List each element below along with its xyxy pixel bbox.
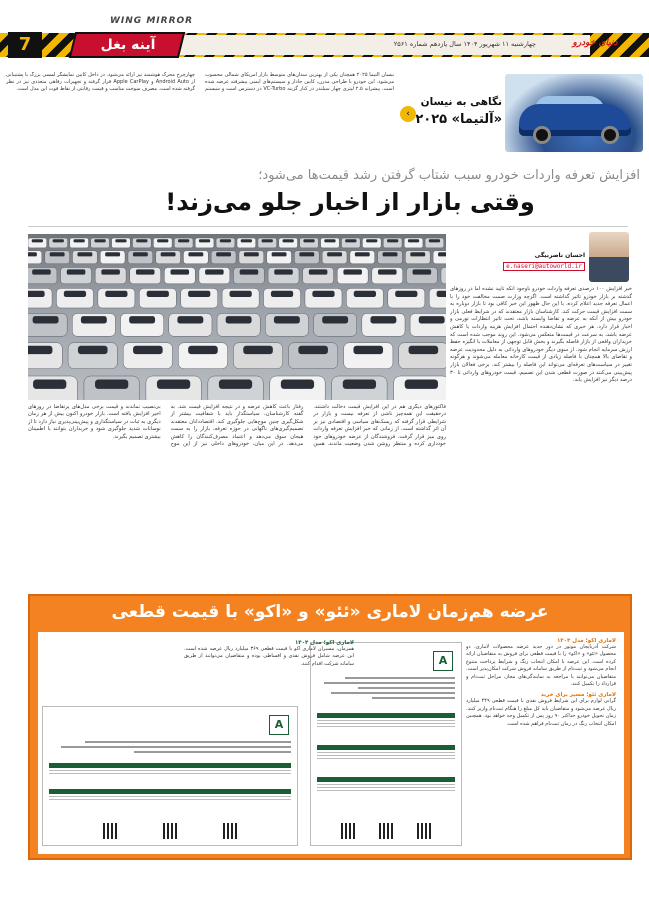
parked-car <box>199 267 230 283</box>
divider <box>28 226 628 227</box>
parked-car <box>146 376 201 400</box>
ad-text-column <box>466 638 616 850</box>
parked-car <box>362 238 381 248</box>
lamari-logo: A <box>269 715 289 735</box>
parked-car <box>72 313 115 336</box>
parked-car <box>372 267 403 283</box>
parked-car <box>321 238 340 248</box>
ad-subheading: لاماری ئئو؛ مسیر برای خرید <box>540 692 616 699</box>
doc-text-lines <box>49 741 291 756</box>
parked-car <box>216 238 235 248</box>
parked-car <box>164 267 195 283</box>
parked-car <box>49 238 68 248</box>
parked-car <box>258 238 277 248</box>
qr-code-icon[interactable] <box>341 823 357 839</box>
teaser-body: نیسان آلتیما ۲۰۲۵ همچنان یکی از بهترین سدان‌های متوسط بازار آمریکای شمالی محسوب می‌شود. این خودرو با طراحی مدرن، کابین جادار و سیستم‌های ایمنی پیشرفته عرضه شده است. پیشرانه ۲.۵ لیتری چهار سیلندر در کنار گزینه VC-Turbo در دسترس است و سیستم چهارچرخ محرک هوشمند نیز ارائه می‌شود. در داخل کابین نمایشگر لمسی بزرگ با پشتیبانی از Android Auto و Apple CarPlay قرار گرفته و تجهیزات رفاهی متعددی نیز در نظر گرفته شده است. مصرف سوخت مناسب و قیمت رقابتی از نقاط قوت این مدل است. <box>6 72 394 93</box>
qr-code-icon[interactable] <box>379 823 395 839</box>
parked-car <box>130 267 161 283</box>
parked-car <box>28 313 67 336</box>
parked-car <box>268 267 299 283</box>
author-box <box>506 232 633 282</box>
price-table <box>317 745 455 765</box>
parked-car <box>153 238 172 248</box>
qr-code-icon[interactable] <box>163 823 179 839</box>
parked-car <box>405 251 430 264</box>
parked-car <box>383 238 402 248</box>
price-document <box>42 706 298 846</box>
price-table <box>49 763 291 783</box>
article-column-lower: فاکتورهای دیگری هم در این افزایش قیمت دخالت داشتند. درحقیقت این همه‌چیز ناشی از تعرفه نیست و بازار در شرایطی قرار گرفته که ریسک‌های سیاسی و اقتصادی نیز بر آن اثر گذاشته است. از زمانی که خبر افزایش تعرفه واردات روی میز قرار گرفت، فروشندگان از عرضه خودروهای خود خودداری کرده و منتظر روشن شدن وضعیت ماندند. همین رفتار باعث کاهش عرضه و در نتیجه افزایش قیمت شد. به گفته کارشناسان، سیاستگذار باید با شفافیت بیشتر از شکل‌گیری چنین موج‌هایی جلوگیری کند. اقتصاددانان معتقدند تصمیم‌گیری‌های ناگهانی در حوزه تعرفه، بازار را به سمت هیجان سوق می‌دهد و اعتماد مصرف‌کنندگان را کاهش می‌دهد. در این میان، خودروهای داخلی نیز از این موج بی‌نصیب نماندند و قیمت برخی مدل‌های پرتقاضا در روزهای اخیر افزایش یافته است. بازار خودرو اکنون بیش از هر زمان دیگری به ثبات در سیاستگذاری و پیش‌بینی‌پذیری نیاز دارد تا از نوسانات شدید جلوگیری شود و خریداران بتوانند با اطمینان بیشتری تصمیم بگیرند. <box>28 404 446 448</box>
parked-car <box>123 343 172 369</box>
parked-car <box>362 313 405 336</box>
cars-lot-photo <box>28 234 446 400</box>
parked-car <box>100 251 125 264</box>
parked-car <box>128 251 153 264</box>
teaser-strip <box>0 62 649 162</box>
parked-car <box>441 267 446 283</box>
price-table <box>317 777 455 797</box>
parked-car <box>95 267 126 283</box>
cars-lot-graphic <box>28 234 446 400</box>
page-header <box>0 0 649 62</box>
parked-car <box>410 313 446 336</box>
wheel-icon <box>533 126 551 144</box>
parked-car <box>91 238 110 248</box>
qr-code-icon[interactable] <box>223 823 239 839</box>
parked-car <box>56 288 93 308</box>
brand-mark: WING MIRROR <box>110 16 194 26</box>
parked-car <box>211 251 236 264</box>
parked-car <box>279 238 298 248</box>
parked-car <box>322 251 347 264</box>
parked-car <box>425 238 444 248</box>
ad-subheading: لاماری اکو؛ مدل ۱۴۰۴ <box>556 638 616 644</box>
parked-car <box>265 313 308 336</box>
ad-mid-text <box>184 640 354 700</box>
author-name: احسان ناصربیگی <box>534 252 585 259</box>
parked-car <box>294 251 319 264</box>
paper-logo: دنیای خودرو <box>572 38 618 48</box>
parked-car <box>169 313 212 336</box>
author-email[interactable]: e.naseri@autoworld.ir <box>503 262 585 271</box>
parked-car <box>332 376 387 400</box>
parked-car <box>346 288 383 308</box>
parked-car <box>314 313 357 336</box>
parked-car <box>350 251 375 264</box>
issue-line: چهارشنبه ۱۱ شهریور ۱۴۰۴ سال یازدهم شماره ۲۵۶۱ <box>393 40 536 48</box>
teaser-line1: نگاهی به نیسان <box>420 96 502 108</box>
parked-car <box>264 288 301 308</box>
price-table <box>317 713 455 733</box>
lamari-logo: A <box>433 651 453 671</box>
parked-car <box>28 238 47 248</box>
parked-car <box>98 288 135 308</box>
parked-car <box>289 343 338 369</box>
parked-car <box>195 238 214 248</box>
ad-title-bar <box>110 596 550 630</box>
ad-paragraph: شرکت آذربایجان موتور در دور جدید عرضه محصولات لاماری، دو محصول «ئئو» و «اکو» را با قیمت قطعی برای فروش به متقاضیان ارائه کرده است. این عرضه با امکان انتخاب رنگ و شرایط پرداخت متنوع انجام می‌شود و ثبت‌نام از طریق سامانه فروش شرکت امکان‌پذیر است. متقاضیان می‌توانند با مراجعه به نمایندگی‌های مجاز، مراحل ثبت‌نام و قرارداد را تکمیل کنند. <box>466 644 616 688</box>
parked-car <box>139 288 176 308</box>
parked-car <box>112 238 131 248</box>
parked-car <box>181 288 218 308</box>
parked-car <box>70 238 89 248</box>
avatar <box>589 232 629 282</box>
car-image <box>505 74 643 152</box>
parked-car <box>378 251 403 264</box>
ad-paragraph: گرانی لوازم برای این شرایط فروش نقدی با قیمت قطعی ۴۴۹ میلیارد ریال عرضه می‌شود و متقاضیان باید کل مبلغ را هنگام ثبت‌نام واریز کنند. زمان تحویل خودرو حداکثر ۹۰ روز پس از تکمیل وجه خواهد بود. همچنین امکان انتخاب رنگ در زمان ثبت‌نام فراهم شده است. <box>466 698 616 727</box>
teaser-line2: «آلتیما» ۲۰۲۵ <box>415 112 502 127</box>
parked-car <box>433 251 446 264</box>
parked-car <box>183 251 208 264</box>
parked-car <box>233 343 282 369</box>
parked-car <box>156 251 181 264</box>
section-title: آینه بغل <box>100 37 156 53</box>
parked-car <box>233 267 264 283</box>
parked-car <box>344 343 393 369</box>
parked-car <box>270 376 325 400</box>
parked-car <box>28 343 62 369</box>
ad-panel <box>28 594 632 860</box>
page-number: 7 <box>8 32 42 58</box>
qr-code-icon[interactable] <box>417 823 433 839</box>
parked-car <box>61 267 92 283</box>
parked-car <box>222 288 259 308</box>
parked-car <box>305 288 342 308</box>
parked-car <box>84 376 139 400</box>
parked-car <box>388 288 425 308</box>
parked-car <box>72 251 97 264</box>
parked-car <box>429 288 446 308</box>
wheel-icon <box>601 126 619 144</box>
ad-body <box>38 632 624 854</box>
ad-paragraph: همزمان، مسیران لاماری اکو با قیمت قطعی ۳۶۹ میلیارد ریال عرضه شده است. این عرضه شامل فروش نقدی و اقساطی بوده و متقاضیان می‌توانند از طریق سامانه شرکت اقدام کنند. <box>184 646 354 667</box>
article-column-right: خبر افزایش ۱۰۰ درصدی تعرفه واردات خودرو باوجود آنکه تایید نشده اما در روزهای گذشته بر بازار خودرو تاثیر گذاشته است. اگرچه وزارت صمت مخالفت خود را با اعمال تعرفه جدید اعلام کرده، با این حال ظهور این خبر کافی بود تا بازار دوباره به سمت افزایش قیمت حرکت کند. کارشناسان بازار معتقدند که در شرایط فعلی بازار خودرو بیش از آنکه به عرضه و تقاضا وابسته باشد، تحت تاثیر انتظارات تورمی و اخبار قرار دارد. هر خبری که نشان‌دهنده احتمال افزایش هزینه واردات یا کاهش عرضه باشد، به سرعت در قیمت‌ها منعکس می‌شود. این روند موجب شده است که خریداران واقعی از بازار فاصله بگیرند و بخش قابل توجهی از معاملات با انگیزه حفظ ارزش سرمایه انجام شود. از سوی دیگر خودروهای وارداتی به دلیل محدودیت عرضه و تقاضای بالا همچنان با فاصله زیادی از قیمت کارخانه معامله می‌شوند و هرگونه تغییر در سیاست‌های تعرفه‌ای می‌تواند این فاصله را بیشتر کند. برخی فعالان بازار پیش‌بینی می‌کنند در صورت قطعی شدن این تصمیم، قیمت خودروهای وارداتی تا ۳۰ درصد دیگر نیز افزایش یابد. <box>450 286 632 384</box>
parked-car <box>217 313 260 336</box>
parked-car <box>300 238 319 248</box>
parked-car <box>237 238 256 248</box>
parked-car <box>303 267 334 283</box>
qr-code-icon[interactable] <box>103 823 119 839</box>
ad-title: عرضه هم‌زمان لاماری «ئئو» و «اکو» با قیمت قطعی <box>111 602 549 622</box>
headline-kicker: افزایش تعرفه واردات خودرو سبب شتاب گرفتن رشد قیمت‌ها می‌شود؛ <box>258 168 640 183</box>
parked-car <box>239 251 264 264</box>
parked-car <box>404 238 423 248</box>
parked-car <box>337 267 368 283</box>
parked-car <box>267 251 292 264</box>
parked-car <box>68 343 117 369</box>
parked-car <box>399 343 446 369</box>
parked-car <box>28 288 52 308</box>
page-title: وقتی بازار از اخبار جلو می‌زند! <box>165 188 535 216</box>
parked-car <box>406 267 437 283</box>
arrow-icon[interactable]: ‹ <box>400 106 416 122</box>
parked-car <box>45 251 70 264</box>
parked-car <box>178 343 227 369</box>
parked-car <box>342 238 361 248</box>
parked-car <box>394 376 446 400</box>
parked-car <box>174 238 193 248</box>
parked-car <box>208 376 263 400</box>
price-table <box>49 789 291 809</box>
parked-car <box>133 238 152 248</box>
parked-car <box>121 313 164 336</box>
ad-subheading: لاماری اکو؛ مدل ۱۴۰۴ <box>294 640 354 646</box>
parked-car <box>28 376 77 400</box>
page-footer <box>0 874 649 900</box>
parked-car <box>28 251 42 264</box>
parked-car <box>28 267 57 283</box>
